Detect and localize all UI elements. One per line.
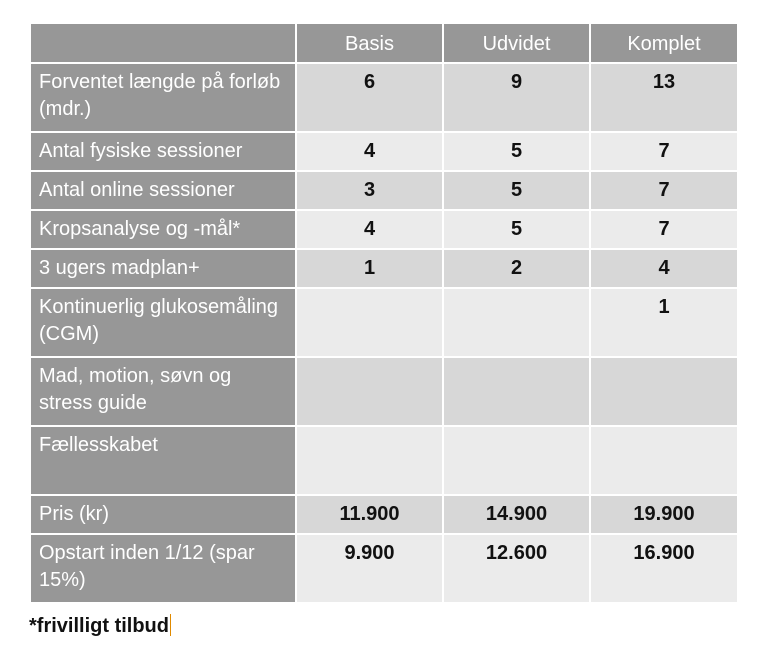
- cell-udvidet: 5: [443, 210, 590, 249]
- row-label: Kropsanalyse og -mål*: [30, 210, 296, 249]
- cell-udvidet: 14.900: [443, 495, 590, 534]
- table-row: [30, 534, 738, 603]
- row-label: Antal fysiske sessioner: [30, 132, 296, 171]
- cell-basis: [296, 357, 443, 426]
- table-row: [30, 132, 738, 171]
- table-row: [30, 357, 738, 426]
- row-label: Forventet længde på forløb (mdr.): [30, 63, 296, 132]
- cell-udvidet: 9: [443, 63, 590, 132]
- cell-udvidet: [443, 426, 590, 495]
- cell-komplet: 4: [590, 249, 738, 288]
- row-label: Kontinuerlig glukosemåling (CGM): [30, 288, 296, 357]
- cell-udvidet: [443, 288, 590, 357]
- cell-komplet: [590, 426, 738, 495]
- cell-udvidet: 12.600: [443, 534, 590, 603]
- table-row: [30, 63, 738, 132]
- cell-komplet: 7: [590, 171, 738, 210]
- row-label: Opstart inden 1/12 (spar 15%): [30, 534, 296, 603]
- cell-basis: 3: [296, 171, 443, 210]
- column-header-udvidet: Udvidet: [443, 23, 590, 63]
- table-row: [30, 210, 738, 249]
- column-header-basis: Basis: [296, 23, 443, 63]
- cell-basis: [296, 426, 443, 495]
- row-label: 3 ugers madplan+: [30, 249, 296, 288]
- pricing-table-container: [29, 22, 737, 604]
- cell-komplet: 16.900: [590, 534, 738, 603]
- header-row: [30, 23, 738, 63]
- cell-basis: 9.900: [296, 534, 443, 603]
- table-row: [30, 249, 738, 288]
- cell-udvidet: [443, 357, 590, 426]
- cell-komplet: 7: [590, 132, 738, 171]
- row-label: Pris (kr): [30, 495, 296, 534]
- pricing-table: [29, 22, 739, 604]
- cell-komplet: 13: [590, 63, 738, 132]
- header-corner-cell: [30, 23, 296, 63]
- text-cursor: [170, 614, 171, 636]
- cell-komplet: 1: [590, 288, 738, 357]
- table-row: [30, 426, 738, 495]
- cell-basis: 1: [296, 249, 443, 288]
- cell-basis: 4: [296, 132, 443, 171]
- cell-udvidet: 5: [443, 132, 590, 171]
- cell-basis: 4: [296, 210, 443, 249]
- column-header-komplet: Komplet: [590, 23, 738, 63]
- table-row: [30, 288, 738, 357]
- cell-basis: 6: [296, 63, 443, 132]
- cell-basis: 11.900: [296, 495, 443, 534]
- table-row: [30, 495, 738, 534]
- cell-komplet: 7: [590, 210, 738, 249]
- row-label: Antal online sessioner: [30, 171, 296, 210]
- table-row: [30, 171, 738, 210]
- cell-komplet: [590, 357, 738, 426]
- cell-udvidet: 2: [443, 249, 590, 288]
- cell-komplet: 19.900: [590, 495, 738, 534]
- footnote[interactable]: [29, 614, 171, 638]
- row-label: Fællesskabet: [30, 426, 296, 495]
- cell-basis: [296, 288, 443, 357]
- row-label: Mad, motion, søvn og stress guide: [30, 357, 296, 426]
- footnote-text: *frivilligt tilbud: [29, 615, 169, 637]
- cell-udvidet: 5: [443, 171, 590, 210]
